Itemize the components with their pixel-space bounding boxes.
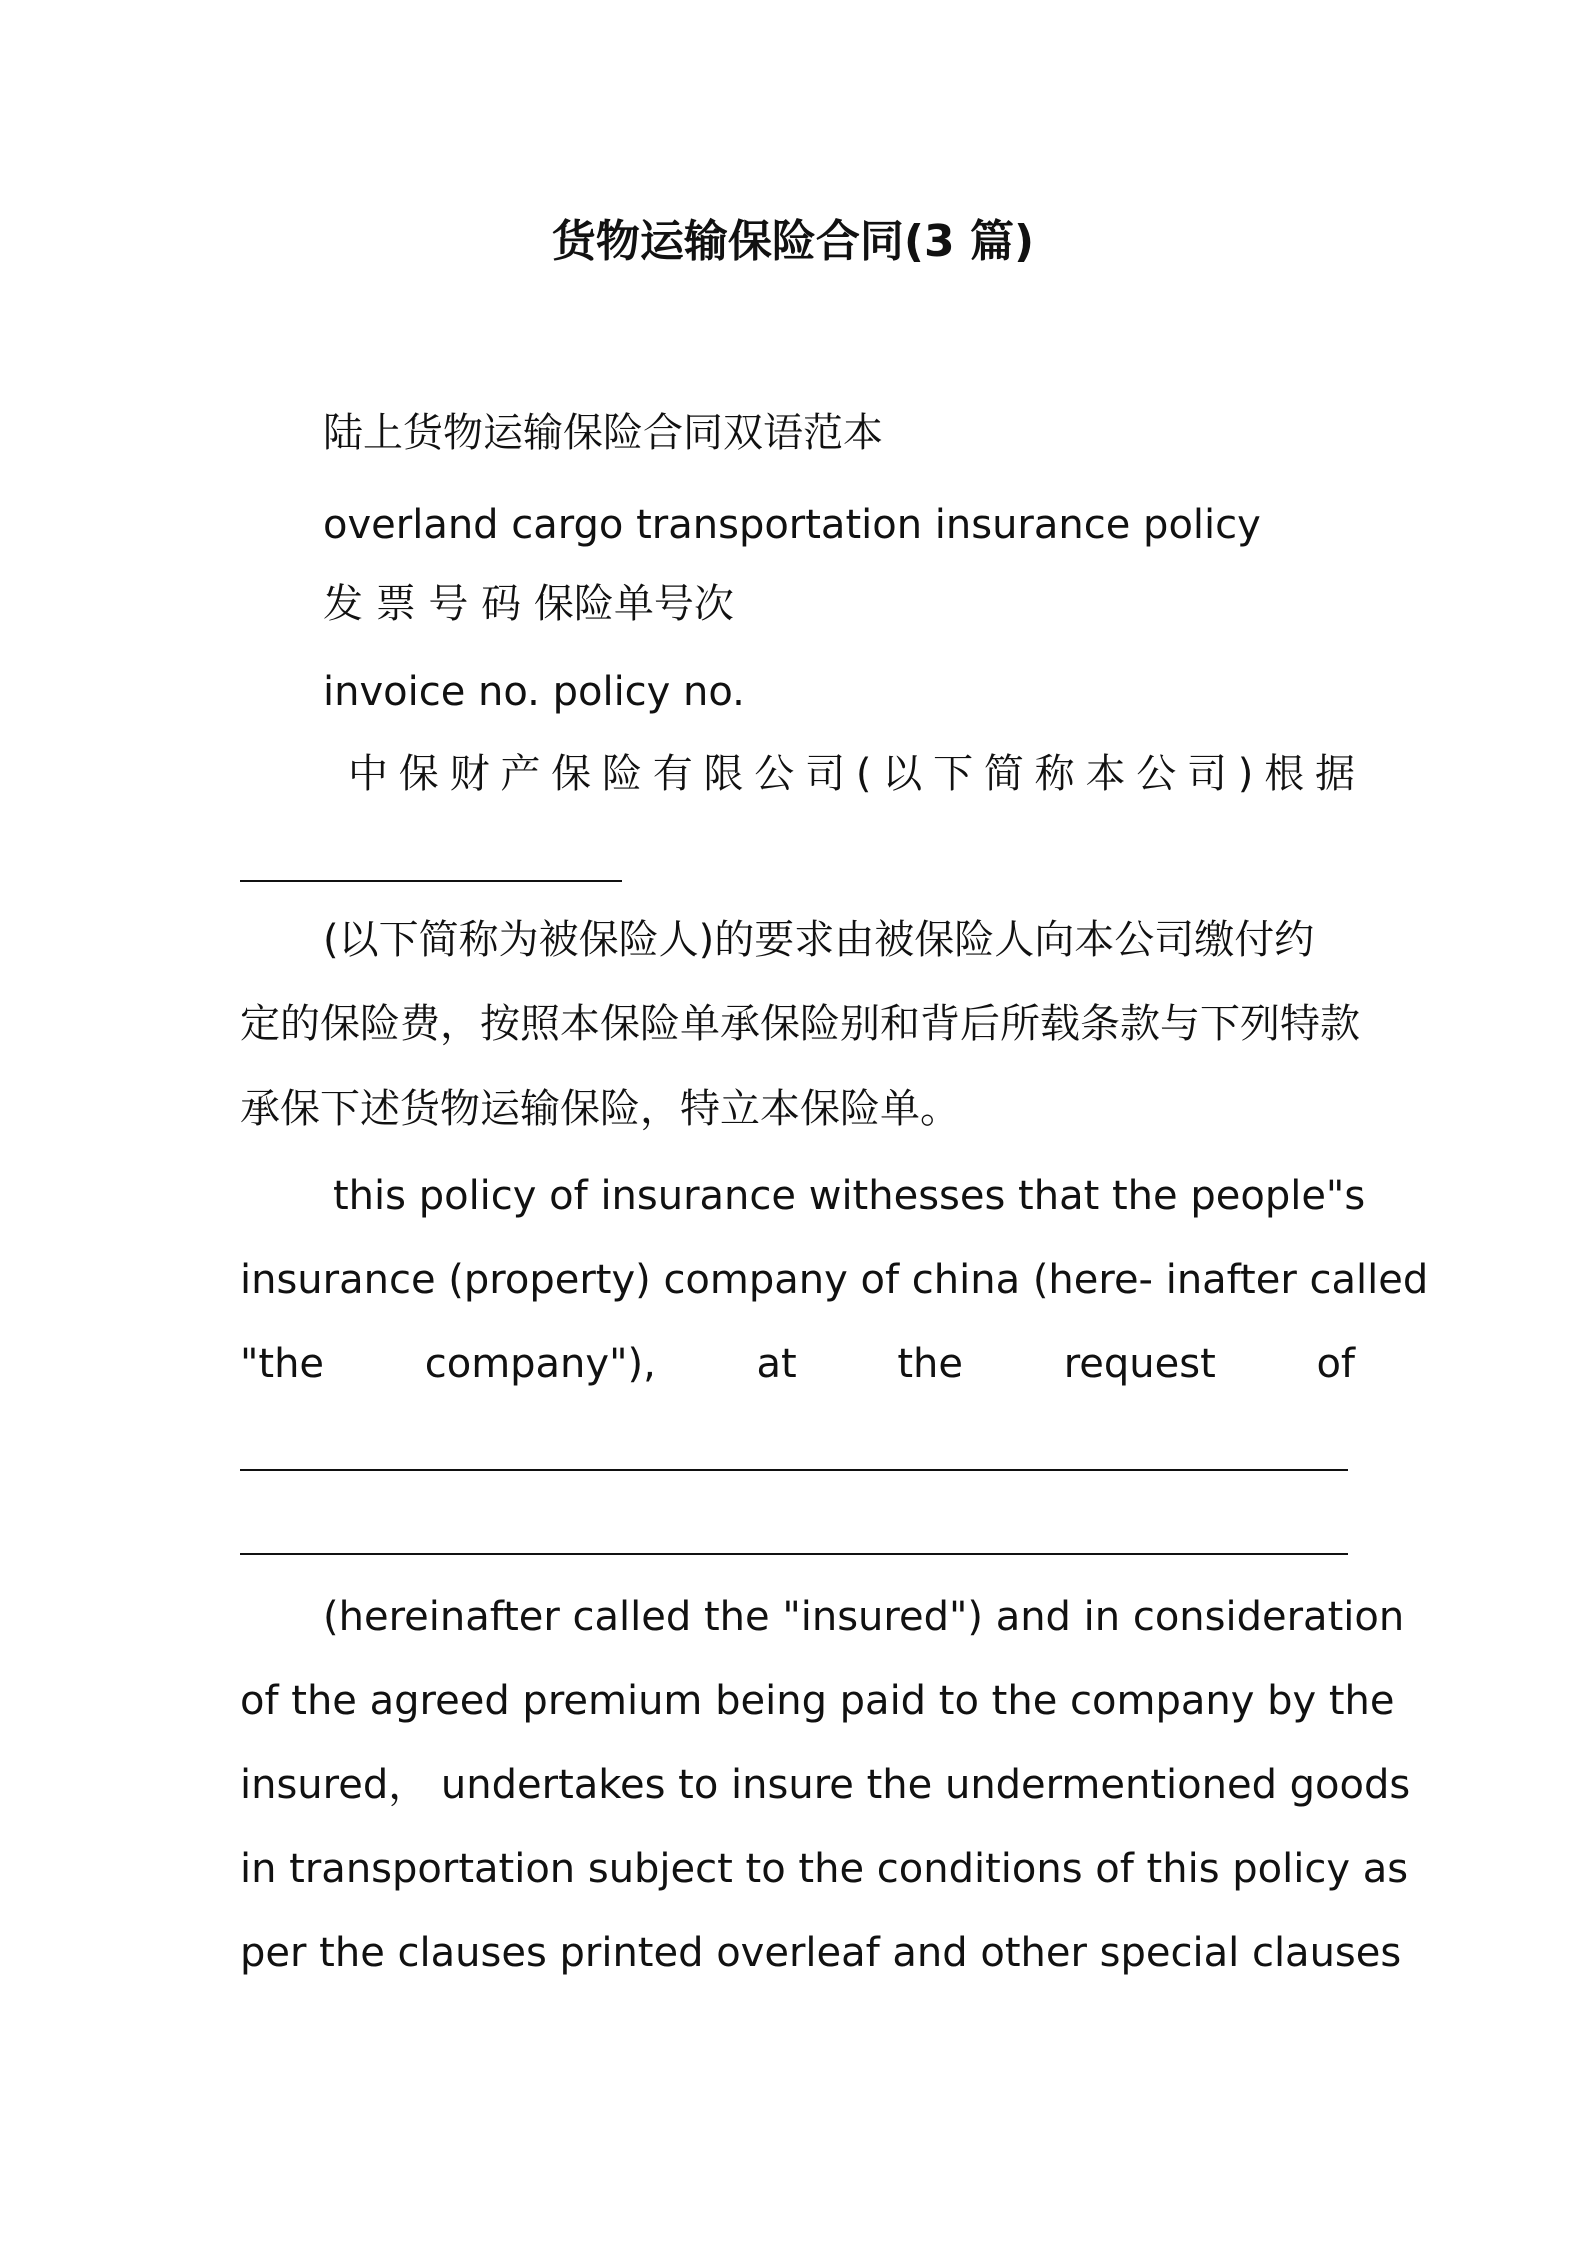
- cn-body-line-3: 承保下述货物运输保险，特立本保险单。: [240, 1086, 960, 1132]
- cn-intro-line: 中保财产保险有限公司(以下简称本公司)根据: [348, 751, 1355, 797]
- en-body-line-1: (hereinafter called the "insured") and in consideration: [323, 1594, 1405, 1640]
- cn-body-line-2: 定的保险费，按照本保险单承保险别和背后所载条款与下列特款: [240, 1001, 1360, 1047]
- invoice-label-en: invoice no. policy no.: [323, 669, 745, 715]
- en-body-line-4: in transportation subject to the conditions of this policy as: [240, 1846, 1409, 1892]
- cn-body-line-1: (以下简称为被保险人)的要求由被保险人向本公司缴付约: [323, 917, 1315, 963]
- en-intro-line-1: this policy of insurance withesses that the people"s: [333, 1173, 1366, 1219]
- policy-heading-en: overland cargo transportation insurance policy: [323, 502, 1261, 548]
- insured-name-blank-en-2: [240, 1553, 1348, 1555]
- en-intro-line-3: "the company"), at the request of: [240, 1341, 1355, 1387]
- invoice-label-cn: 发 票 号 码 保险单号次: [323, 581, 734, 627]
- en-body-line-2: of the agreed premium being paid to the company by the: [240, 1678, 1395, 1724]
- en-body-line-5: per the clauses printed overleaf and other special clauses: [240, 1930, 1402, 1976]
- en-intro-line-2: insurance (property) company of china (here- inafter called: [240, 1257, 1429, 1303]
- insured-name-blank-en-1: [240, 1469, 1348, 1471]
- insured-name-blank-cn: [240, 880, 622, 882]
- document-title: 货物运输保险合同(3 篇): [551, 216, 1035, 267]
- section-title: 陆上货物运输保险合同双语范本: [323, 410, 883, 456]
- en-body-line-3: insured， undertakes to insure the undermentioned goods: [240, 1762, 1411, 1808]
